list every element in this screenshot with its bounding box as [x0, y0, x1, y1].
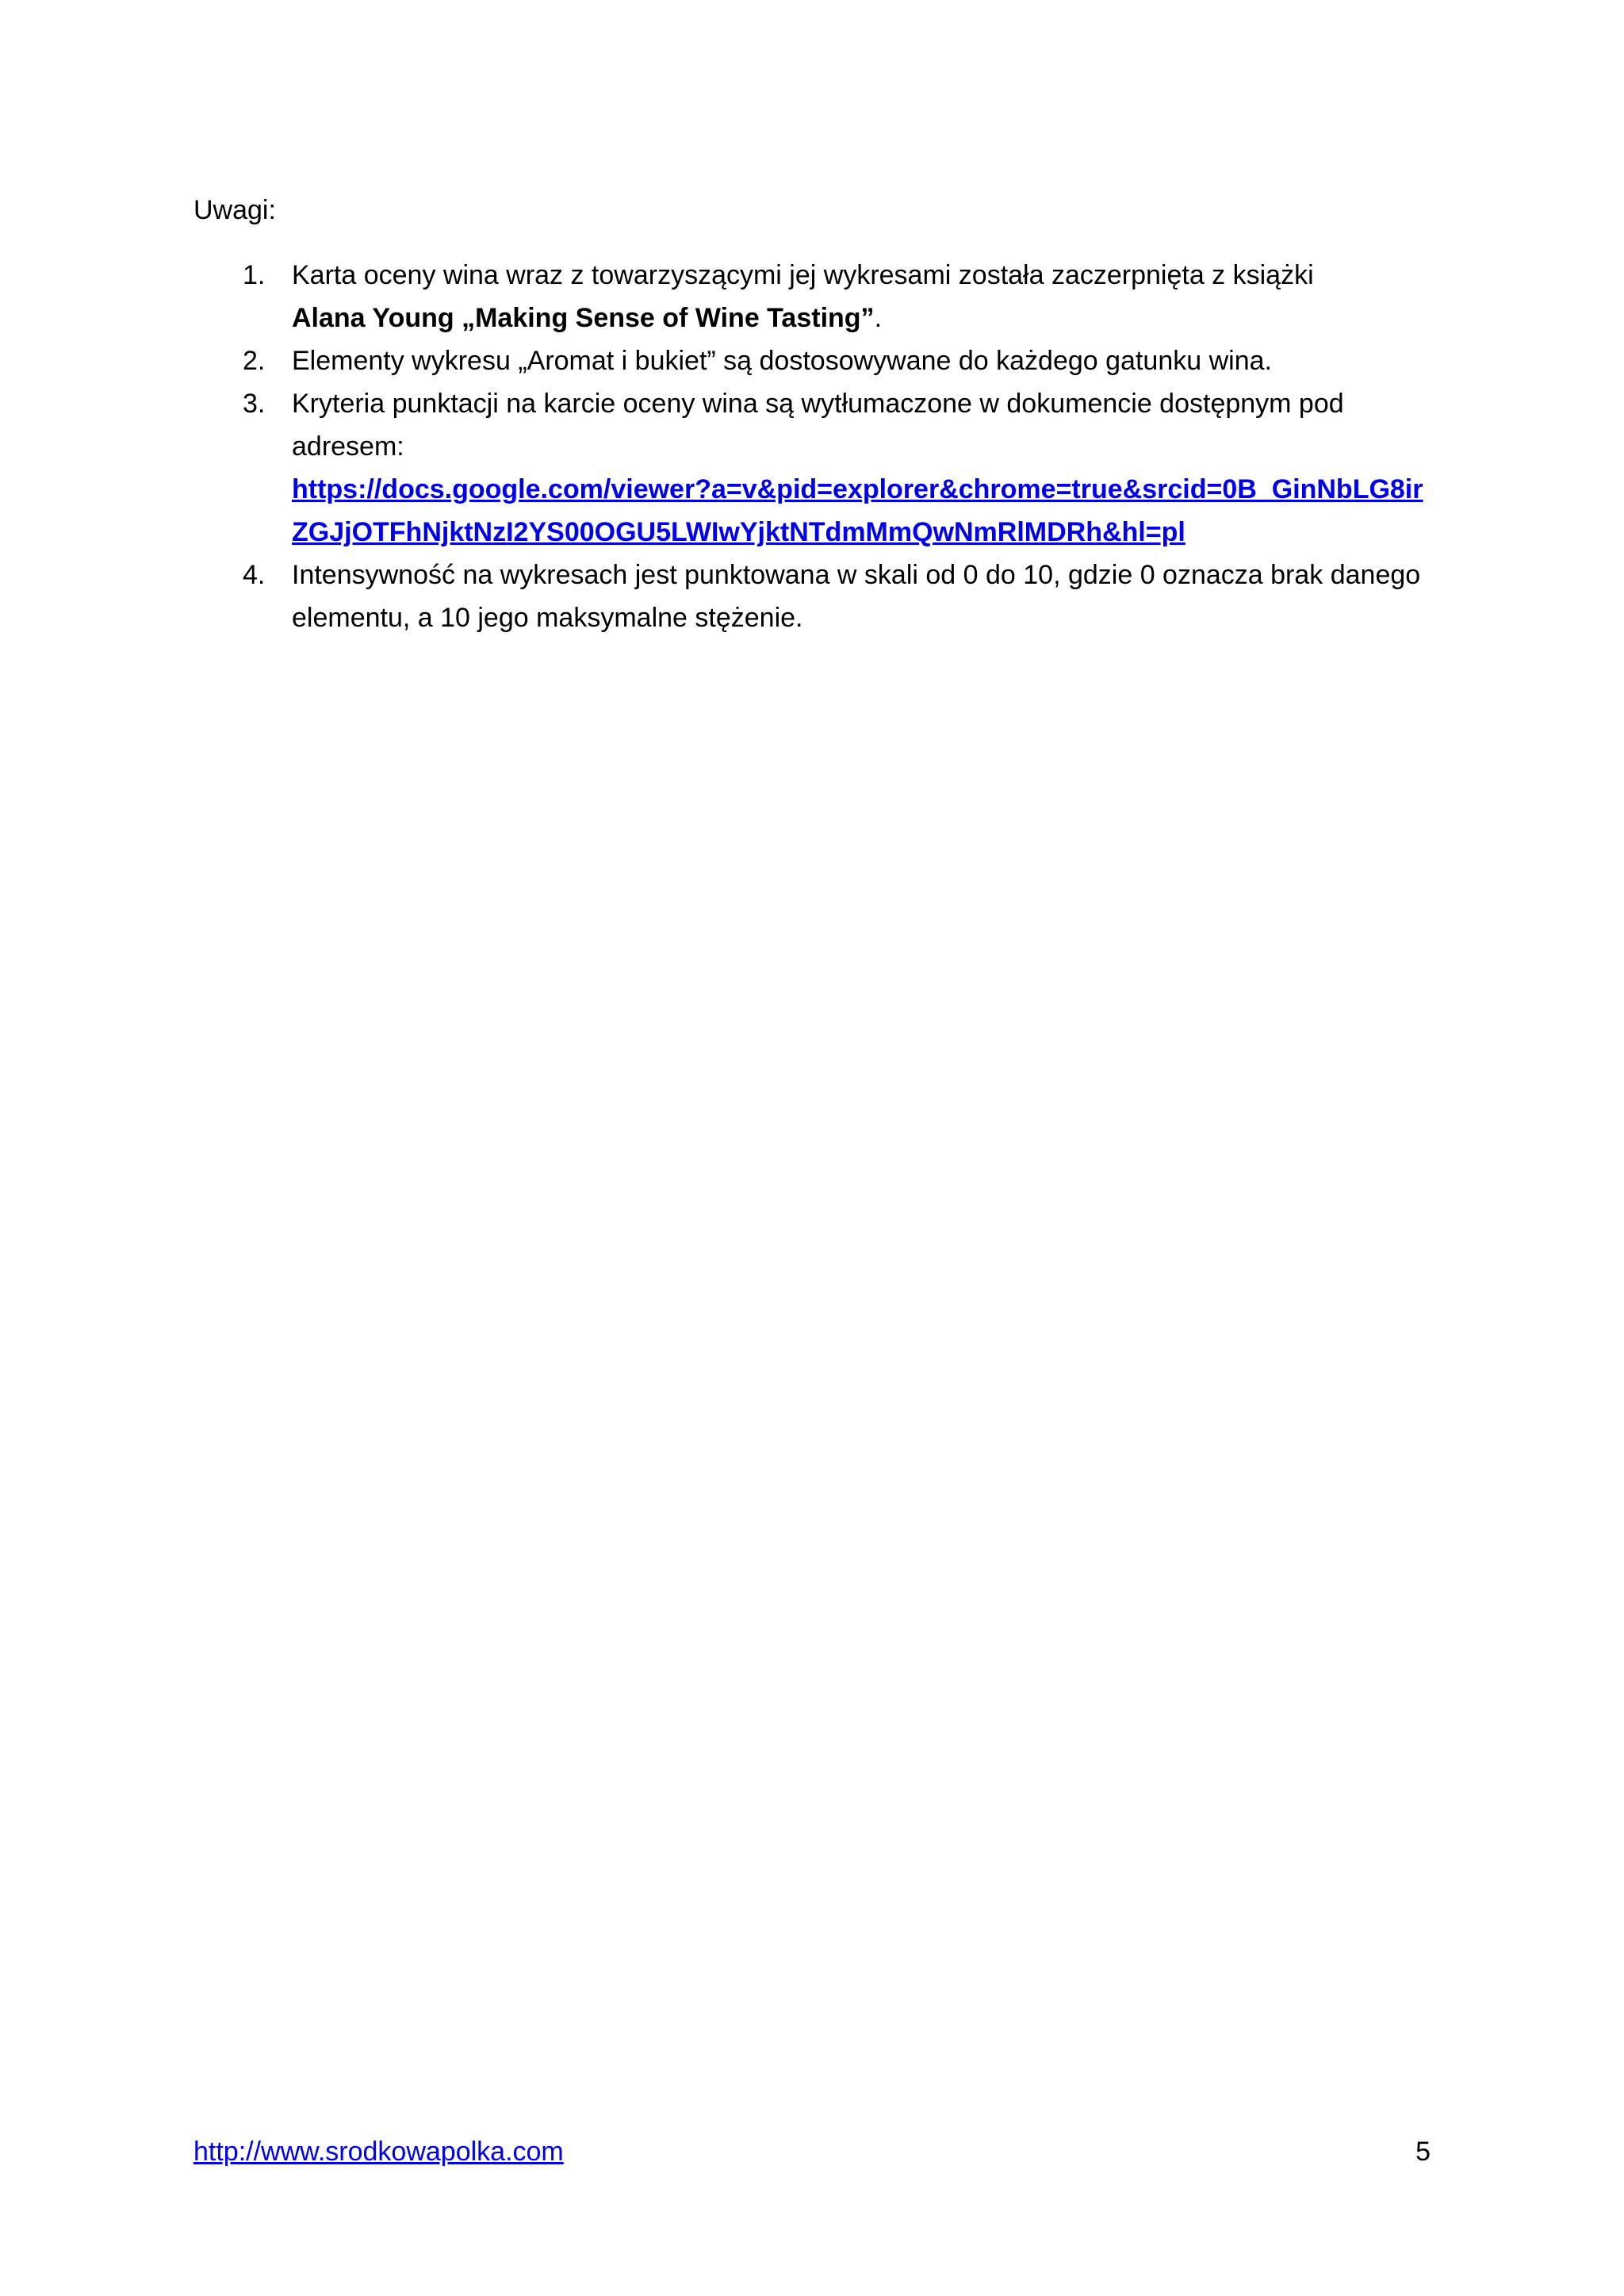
note-suffix: . — [874, 303, 883, 333]
notes-list — [193, 254, 1431, 639]
note-text: Intensywność na wykresach jest punktowana w skali od 0 do 10, gdzie 0 oznacza brak danego elementu, a 10 jego maksymalne stężenie. — [292, 560, 1421, 633]
note-number: 3. — [243, 389, 266, 419]
note-text: Elementy wykresu „Aromat i bukiet” są dostosowywane do każdego gatunku wina. — [292, 346, 1272, 376]
docs-link[interactable]: https://docs.google.com/viewer?a=v&pid=explorer&chrome=true&srcid=0B_GinNbLG8irZGJjOTFhNjktNzI2YS00OGU5LWIwYjktNTdmMmQwNmRlMDRh&hl=pl — [292, 474, 1423, 547]
footer-link[interactable]: http://www.srodkowapolka.com — [193, 2137, 564, 2167]
note-number: 4. — [243, 560, 266, 590]
note-item-1 — [193, 254, 1431, 339]
note-item-3 — [193, 382, 1431, 554]
notes-heading: Uwagi: — [193, 195, 276, 225]
page-footer — [193, 2130, 1431, 2173]
note-number: 2. — [243, 346, 266, 376]
book-title: Alana Young „Making Sense of Wine Tasting” — [292, 303, 875, 333]
note-item-4 — [193, 554, 1431, 639]
note-item-2 — [193, 339, 1431, 382]
notes-section — [193, 189, 1431, 639]
page-number: 5 — [1415, 2137, 1431, 2167]
note-number: 1. — [243, 260, 266, 290]
note-text: Kryteria punktacji na karcie oceny wina są wytłumaczone w dokumencie dostępnym pod adresem: — [292, 389, 1344, 462]
note-text: Karta oceny wina wraz z towarzyszącymi jej wykresami została zaczerpnięta z książki — [292, 260, 1314, 290]
